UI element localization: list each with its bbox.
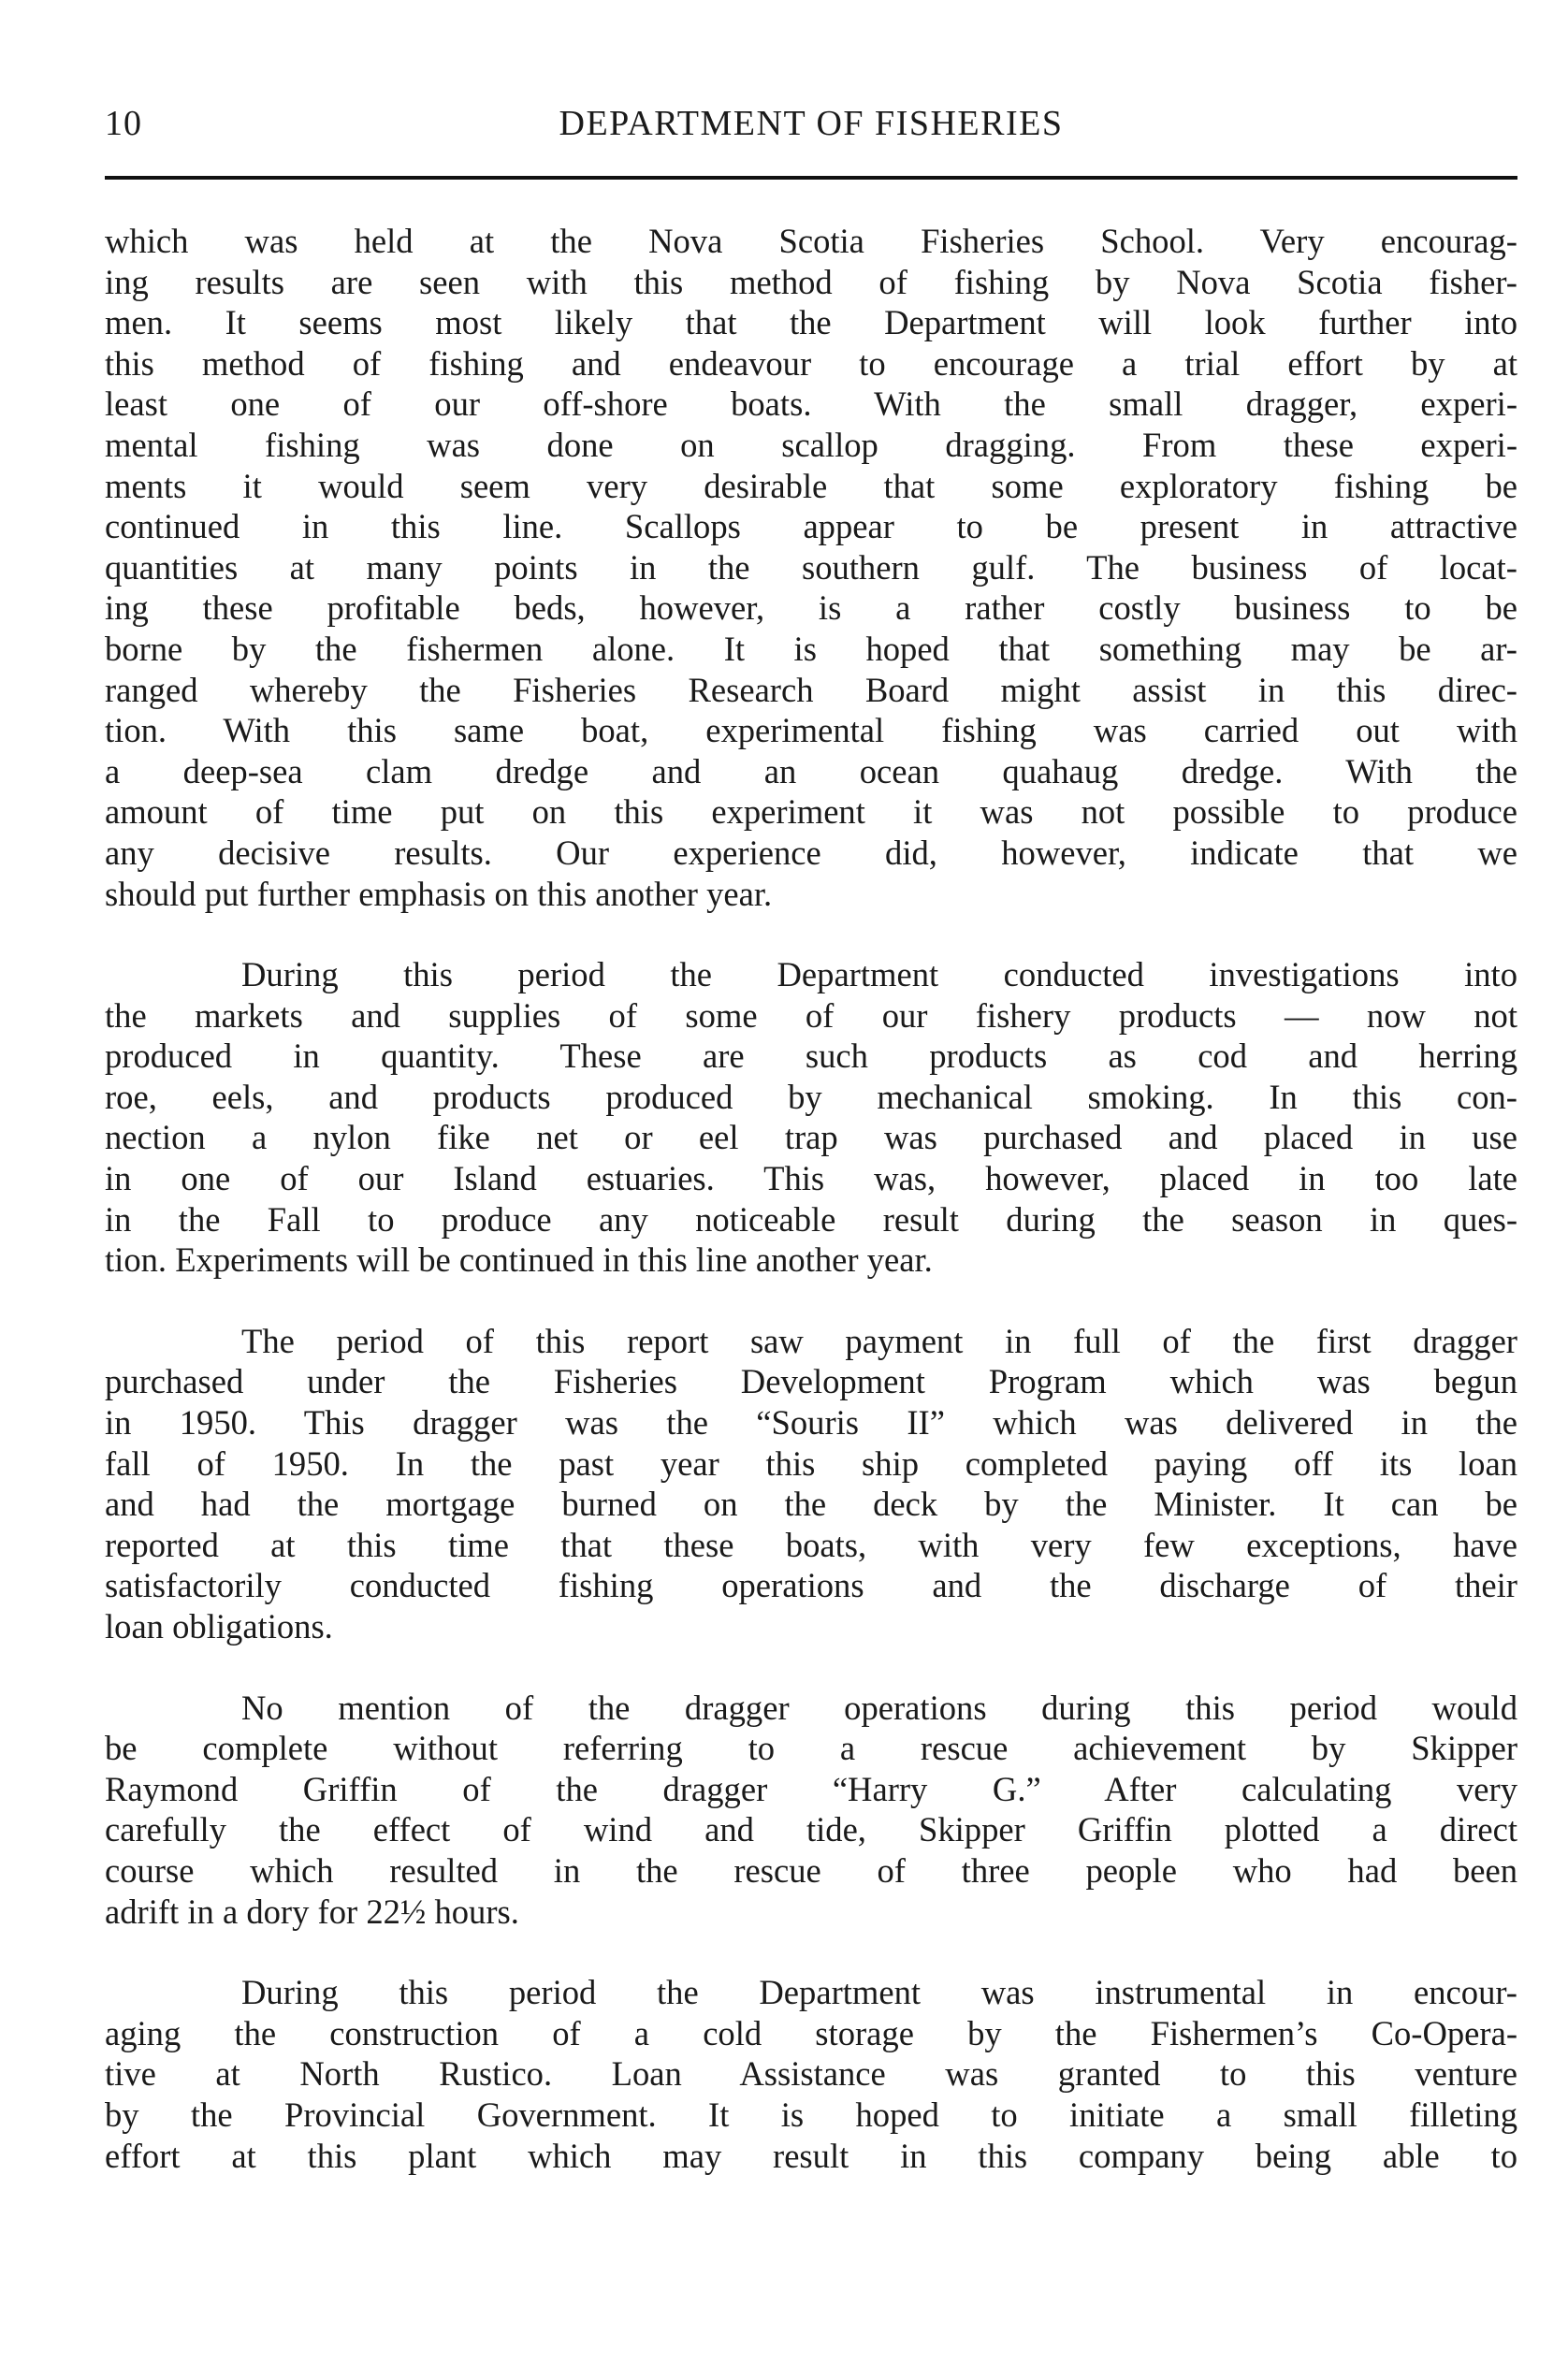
text-line: and had the mortgage burned on the deck by the Minister. It can be — [105, 1485, 1517, 1524]
text-line: in one of our Island estuaries. This was, however, placed in too late — [105, 1159, 1517, 1198]
running-title: DEPARTMENT OF FISHERIES — [559, 104, 1064, 143]
page-number: 10 — [105, 104, 142, 143]
paragraph — [105, 221, 1517, 914]
text-line: fall of 1950. In the past year this ship completed paying off its loan — [105, 1443, 1517, 1483]
text-line: purchased under the Fisheries Development Program which was begun — [105, 1362, 1517, 1401]
text-line: tive at North Rustico. Loan Assistance was granted to this venture — [105, 2054, 1517, 2094]
text-line: course which resulted in the rescue of three people who had been — [105, 1850, 1517, 1890]
text-line: by the Provincial Government. It is hoped to initiate a small filleting — [105, 2095, 1517, 2134]
text-line: a deep-sea clam dredge and an ocean quahaug dredge. With the — [105, 751, 1517, 790]
paragraph — [105, 1688, 1517, 1933]
body-text — [105, 221, 1517, 2176]
text-line: ing these profitable beds, however, is a rather costly business to be — [105, 588, 1517, 628]
text-line: During this period the Department was instrumental in encour- — [241, 1973, 1517, 2012]
text-line: ments it would seem very desirable that some exploratory fishing be — [105, 466, 1517, 505]
text-line: men. It seems most likely that the Department will look further into — [105, 303, 1517, 342]
text-line: nection a nylon fike net or eel trap was purchased and placed in use — [105, 1118, 1517, 1157]
text-line: continued in this line. Scallops appear to be present in attractive — [105, 507, 1517, 546]
text-line: adrift in a dory for 22½ hours. — [105, 1892, 519, 1931]
text-line: which was held at the Nova Scotia Fisheries School. Very encourag- — [105, 222, 1517, 260]
text-line: mental fishing was done on scallop dragging. From these experi- — [105, 425, 1517, 464]
text-line: Raymond Griffin of the dragger “Harry G.” After calculating very — [105, 1769, 1517, 1808]
text-line: this method of fishing and endeavour to encourage a trial effort by at — [105, 343, 1517, 383]
text-line: loan obligations. — [105, 1607, 333, 1646]
text-line: quantities at many points in the southern gulf. The business of locat- — [105, 547, 1517, 587]
paragraph-gap — [105, 1647, 1517, 1688]
text-line: in the Fall to produce any noticeable result during the season in ques- — [105, 1199, 1517, 1239]
text-line: be complete without referring to a rescue achievement by Skipper — [105, 1729, 1517, 1768]
text-line: amount of time put on this experiment it was not possible to produce — [105, 792, 1517, 832]
text-line: satisfactorily conducted fishing operations and the discharge of their — [105, 1566, 1517, 1605]
header-rule — [105, 176, 1517, 180]
text-line: should put further emphasis on this another year. — [105, 874, 773, 913]
document-page — [105, 103, 1517, 2176]
paragraph-gap — [105, 914, 1517, 954]
paragraph — [105, 1321, 1517, 1647]
paragraph-gap — [105, 1932, 1517, 1972]
paragraph-gap — [105, 1281, 1517, 1321]
text-line: borne by the fishermen alone. It is hoped that something may be ar- — [105, 629, 1517, 668]
text-line: reported at this time that these boats, with very few exceptions, have — [105, 1525, 1517, 1564]
text-line: roe, eels, and products produced by mechanical smoking. In this con- — [105, 1077, 1517, 1116]
text-line: ing results are seen with this method of fishing by Nova Scotia fisher- — [105, 262, 1517, 301]
text-line: least one of our off-shore boats. With the small dragger, experi- — [105, 384, 1517, 424]
paragraph — [105, 954, 1517, 1281]
text-line: ranged whereby the Fisheries Research Board might assist in this direc- — [105, 670, 1517, 709]
text-line: No mention of the dragger operations during this period would — [241, 1688, 1517, 1727]
text-line: carefully the effect of wind and tide, Skipper Griffin plotted a direct — [105, 1810, 1517, 1849]
text-line: effort at this plant which may result in this company being able to — [105, 2136, 1517, 2175]
text-line: The period of this report saw payment in full of the first dragger — [241, 1321, 1517, 1360]
text-line: tion. Experiments will be continued in this line another year. — [105, 1240, 933, 1280]
text-line: produced in quantity. These are such products as cod and herring — [105, 1037, 1517, 1076]
text-line: tion. With this same boat, experimental fishing was carried out with — [105, 711, 1517, 750]
text-line: any decisive results. Our experience did, however, indicate that we — [105, 833, 1517, 872]
running-head — [105, 103, 1517, 159]
paragraph — [105, 1972, 1517, 2176]
text-line: aging the construction of a cold storage by the Fishermen’s Co-Opera- — [105, 2013, 1517, 2052]
text-line: the markets and supplies of some of our fishery products — now not — [105, 995, 1517, 1035]
text-line: in 1950. This dragger was the “Souris II” which was delivered in the — [105, 1403, 1517, 1443]
text-line: During this period the Department conducted investigations into — [241, 955, 1517, 994]
